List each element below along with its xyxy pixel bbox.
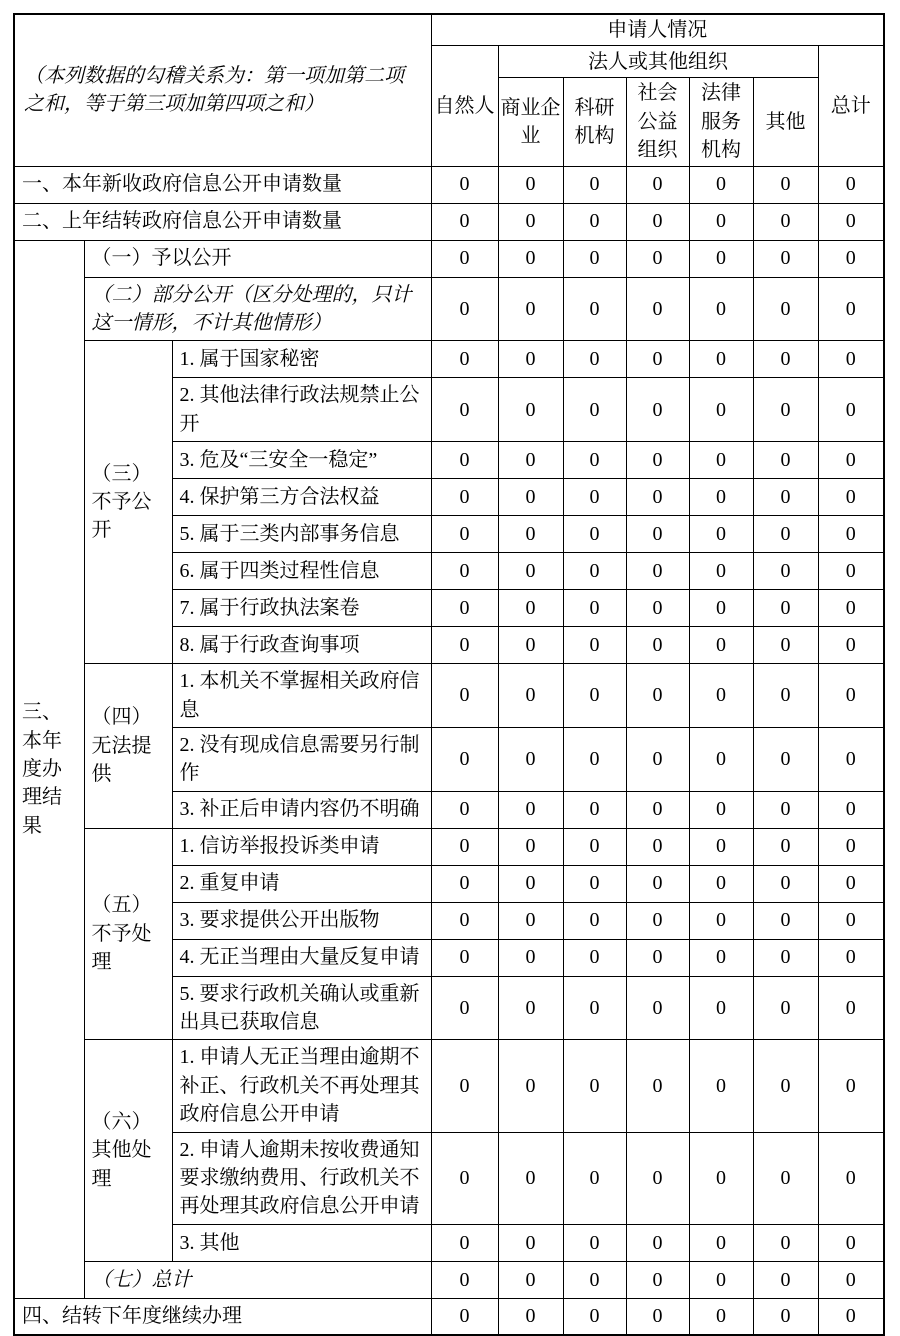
value-cell: 0 [431,479,498,516]
value-cell: 0 [431,939,498,976]
value-cell: 0 [753,240,818,277]
row-label: 一、本年新收政府信息公开申请数量 [14,166,431,203]
value-cell: 0 [563,240,626,277]
value-cell: 0 [431,664,498,728]
section-label-annual-results: 三、本年度办理结果 [14,240,84,1298]
value-cell: 0 [498,378,563,442]
value-cell: 0 [626,1261,689,1298]
value-cell: 0 [498,240,563,277]
value-cell: 0 [753,1132,818,1224]
value-cell: 0 [689,1224,753,1261]
value-cell: 0 [626,902,689,939]
value-cell: 0 [563,664,626,728]
value-cell: 0 [626,341,689,378]
header-natural-person: 自然人 [431,46,498,166]
value-cell: 0 [431,203,498,240]
value-cell: 0 [563,627,626,664]
value-cell: 0 [431,976,498,1040]
value-cell: 0 [689,341,753,378]
value-cell: 0 [563,1298,626,1335]
value-cell: 0 [563,378,626,442]
value-cell: 0 [563,791,626,828]
value-cell: 0 [818,553,884,590]
value-cell: 0 [431,277,498,341]
value-cell: 0 [431,341,498,378]
value-cell: 0 [498,277,563,341]
value-cell: 0 [563,590,626,627]
value-cell: 0 [626,627,689,664]
value-cell: 0 [431,442,498,479]
value-cell: 0 [563,865,626,902]
value-cell: 0 [753,828,818,865]
value-cell: 0 [626,240,689,277]
value-cell: 0 [818,727,884,791]
row-label: 3. 要求提供公开出版物 [172,902,431,939]
value-cell: 0 [689,277,753,341]
value-cell: 0 [498,865,563,902]
value-cell: 0 [689,479,753,516]
value-cell: 0 [818,479,884,516]
value-cell: 0 [563,902,626,939]
value-cell: 0 [626,828,689,865]
value-cell: 0 [626,1298,689,1335]
value-cell: 0 [498,590,563,627]
value-cell: 0 [818,939,884,976]
header-other: 其他 [753,78,818,166]
value-cell: 0 [563,166,626,203]
value-cell: 0 [689,378,753,442]
value-cell: 0 [498,902,563,939]
value-cell: 0 [498,1261,563,1298]
value-cell: 0 [689,791,753,828]
row-label: 2. 重复申请 [172,865,431,902]
value-cell: 0 [689,1040,753,1132]
row-label: 4. 保护第三方合法权益 [172,479,431,516]
value-cell: 0 [626,516,689,553]
value-cell: 0 [689,727,753,791]
value-cell: 0 [563,203,626,240]
value-cell: 0 [753,442,818,479]
value-cell: 0 [753,1298,818,1335]
value-cell: 0 [689,553,753,590]
value-cell: 0 [818,516,884,553]
value-cell: 0 [626,1132,689,1224]
row-label: 7. 属于行政执法案卷 [172,590,431,627]
header-social-welfare-org: 社会公益组织 [626,78,689,166]
row-label: 2. 没有现成信息需要另行制作 [172,727,431,791]
value-cell: 0 [689,203,753,240]
value-cell: 0 [626,166,689,203]
row-label: 3. 其他 [172,1224,431,1261]
value-cell: 0 [753,166,818,203]
row-label: 1. 属于国家秘密 [172,341,431,378]
row-label: 四、结转下年度继续办理 [14,1298,431,1335]
value-cell: 0 [563,939,626,976]
value-cell: 0 [753,1040,818,1132]
value-cell: 0 [563,1040,626,1132]
row-label: 5. 要求行政机关确认或重新出具已获取信息 [172,976,431,1040]
value-cell: 0 [431,553,498,590]
value-cell: 0 [431,378,498,442]
value-cell: 0 [818,828,884,865]
value-cell: 0 [689,516,753,553]
header-business-enterprise: 商业企业 [498,78,563,166]
value-cell: 0 [626,1224,689,1261]
row-label: 8. 属于行政查询事项 [172,627,431,664]
value-cell: 0 [498,553,563,590]
row-label: 3. 补正后申请内容仍不明确 [172,791,431,828]
value-cell: 0 [689,828,753,865]
value-cell: 0 [818,378,884,442]
value-cell: 0 [689,240,753,277]
value-cell: 0 [498,664,563,728]
value-cell: 0 [753,590,818,627]
value-cell: 0 [431,791,498,828]
row-label: 4. 无正当理由大量反复申请 [172,939,431,976]
value-cell: 0 [689,865,753,902]
value-cell: 0 [689,664,753,728]
value-cell: 0 [818,1132,884,1224]
value-cell: 0 [753,865,818,902]
value-cell: 0 [753,203,818,240]
value-cell: 0 [498,442,563,479]
value-cell: 0 [626,791,689,828]
value-cell: 0 [563,516,626,553]
row-label: 6. 属于四类过程性信息 [172,553,431,590]
info-disclosure-application-table [13,13,885,1336]
value-cell: 0 [498,1132,563,1224]
value-cell: 0 [753,939,818,976]
value-cell: 0 [431,240,498,277]
value-cell: 0 [563,442,626,479]
value-cell: 0 [431,865,498,902]
value-cell: 0 [626,277,689,341]
value-cell: 0 [818,791,884,828]
value-cell: 0 [753,479,818,516]
value-cell: 0 [818,1261,884,1298]
value-cell: 0 [498,727,563,791]
value-cell: 0 [563,727,626,791]
value-cell: 0 [431,1261,498,1298]
value-cell: 0 [498,479,563,516]
value-cell: 0 [563,553,626,590]
value-cell: 0 [563,341,626,378]
row-label: 2. 申请人逾期未按收费通知要求缴纳费用、行政机关不再处理其政府信息公开申请 [172,1132,431,1224]
row-label: 3. 危及“三安全一稳定” [172,442,431,479]
value-cell: 0 [689,166,753,203]
value-cell: 0 [626,203,689,240]
value-cell: 0 [689,976,753,1040]
value-cell: 0 [626,590,689,627]
value-cell: 0 [818,1298,884,1335]
group-label-not-processed: （五）不予处理 [84,828,172,1040]
value-cell: 0 [498,976,563,1040]
value-cell: 0 [498,1224,563,1261]
value-cell: 0 [626,442,689,479]
value-cell: 0 [626,939,689,976]
value-cell: 0 [431,166,498,203]
value-cell: 0 [753,791,818,828]
value-cell: 0 [431,627,498,664]
value-cell: 0 [563,1132,626,1224]
value-cell: 0 [626,865,689,902]
row-label: 1. 本机关不掌握相关政府信息 [172,664,431,728]
value-cell: 0 [689,627,753,664]
value-cell: 0 [753,627,818,664]
value-cell: 0 [818,240,884,277]
value-cell: 0 [498,1298,563,1335]
value-cell: 0 [431,1040,498,1132]
value-cell: 0 [563,1224,626,1261]
value-cell: 0 [753,727,818,791]
header-applicant-status: 申请人情况 [431,14,884,46]
value-cell: 0 [689,1261,753,1298]
row-label: （七）总计 [84,1261,431,1298]
value-cell: 0 [689,1298,753,1335]
header-legal-org-group: 法人或其他组织 [498,46,818,78]
value-cell: 0 [626,1040,689,1132]
value-cell: 0 [626,553,689,590]
value-cell: 0 [689,590,753,627]
value-cell: 0 [626,479,689,516]
value-cell: 0 [753,553,818,590]
header-legal-service-org: 法律服务机构 [689,78,753,166]
value-cell: 0 [753,976,818,1040]
value-cell: 0 [818,203,884,240]
value-cell: 0 [689,1132,753,1224]
value-cell: 0 [431,1298,498,1335]
value-cell: 0 [431,590,498,627]
row-label: 5. 属于三类内部事务信息 [172,516,431,553]
value-cell: 0 [818,627,884,664]
value-cell: 0 [431,1132,498,1224]
value-cell: 0 [431,516,498,553]
value-cell: 0 [689,442,753,479]
value-cell: 0 [818,442,884,479]
value-cell: 0 [818,1040,884,1132]
value-cell: 0 [753,378,818,442]
value-cell: 0 [498,1040,563,1132]
row-label: 1. 信访举报投诉类申请 [172,828,431,865]
value-cell: 0 [753,516,818,553]
value-cell: 0 [431,828,498,865]
value-cell: 0 [753,1261,818,1298]
value-cell: 0 [753,277,818,341]
value-cell: 0 [431,902,498,939]
value-cell: 0 [431,727,498,791]
value-cell: 0 [498,516,563,553]
value-cell: 0 [626,976,689,1040]
value-cell: 0 [753,902,818,939]
row-label: （二）部分公开（区分处理的，只计这一情形，不计其他情形） [84,277,431,341]
value-cell: 0 [563,828,626,865]
value-cell: 0 [818,865,884,902]
value-cell: 0 [753,664,818,728]
value-cell: 0 [626,727,689,791]
value-cell: 0 [563,1261,626,1298]
value-cell: 0 [498,203,563,240]
value-cell: 0 [563,479,626,516]
value-cell: 0 [818,976,884,1040]
header-research-institution: 科研机构 [563,78,626,166]
value-cell: 0 [498,166,563,203]
value-cell: 0 [626,378,689,442]
value-cell: 0 [818,277,884,341]
value-cell: 0 [818,664,884,728]
value-cell: 0 [753,341,818,378]
row-label: 2. 其他法律行政法规禁止公开 [172,378,431,442]
value-cell: 0 [563,976,626,1040]
value-cell: 0 [498,828,563,865]
value-cell: 0 [498,627,563,664]
value-cell: 0 [431,1224,498,1261]
corner-note: （本列数据的勾稽关系为：第一项加第二项之和，等于第三项加第四项之和） [14,14,431,166]
value-cell: 0 [818,590,884,627]
value-cell: 0 [818,166,884,203]
group-label-unable-to-provide: （四）无法提供 [84,664,172,829]
value-cell: 0 [753,1224,818,1261]
group-label-other-handling: （六）其他处理 [84,1040,172,1261]
value-cell: 0 [498,341,563,378]
row-label: 1. 申请人无正当理由逾期不补正、行政机关不再处理其政府信息公开申请 [172,1040,431,1132]
value-cell: 0 [818,1224,884,1261]
value-cell: 0 [498,791,563,828]
group-label-not-disclosed: （三）不予公开 [84,341,172,664]
row-label: 二、上年结转政府信息公开申请数量 [14,203,431,240]
value-cell: 0 [689,902,753,939]
value-cell: 0 [689,939,753,976]
value-cell: 0 [563,277,626,341]
value-cell: 0 [818,902,884,939]
value-cell: 0 [626,664,689,728]
header-total: 总计 [818,46,884,166]
value-cell: 0 [498,939,563,976]
value-cell: 0 [818,341,884,378]
row-label: （一）予以公开 [84,240,431,277]
